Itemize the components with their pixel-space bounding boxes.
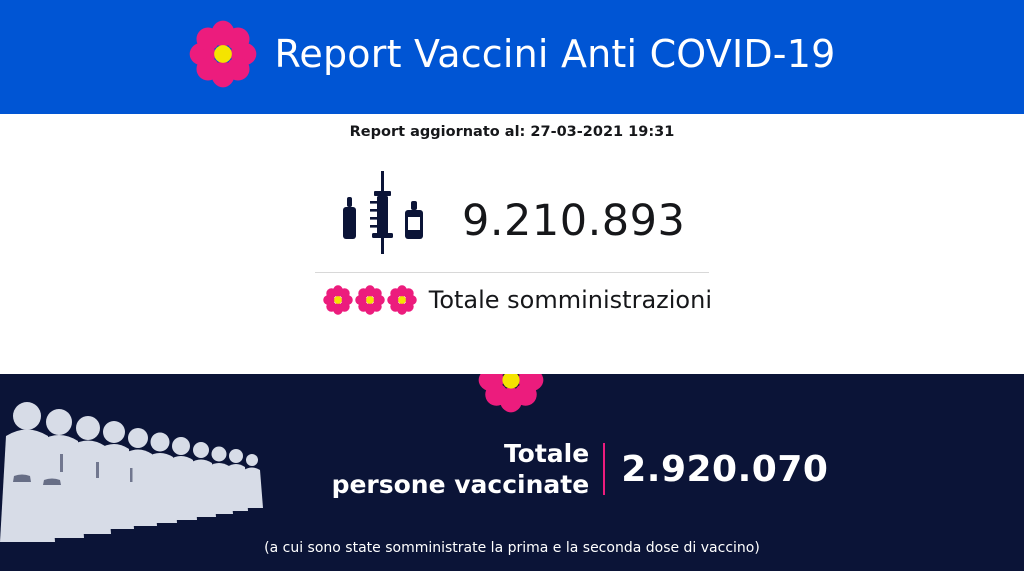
report-updated-text: Report aggiornato al: 27-03-2021 19:31 (349, 124, 675, 140)
total-administrations-label: Totale somministrazioni (428, 286, 712, 314)
total-administrations-row (312, 170, 712, 272)
total-vaccinated-row (300, 438, 860, 500)
flower-icon (478, 374, 544, 413)
flower-icon (189, 20, 257, 88)
total-vaccinated-label-line2: persone vaccinate (331, 470, 590, 499)
total-administrations-block (312, 170, 712, 327)
total-vaccinated-label (332, 438, 604, 500)
total-administrations-value: 9.210.893 (462, 196, 686, 246)
total-administrations-label-row (312, 273, 712, 327)
total-vaccinated-note: (a cui sono state somministrate la prima e la seconda dose di vaccino) (264, 540, 760, 556)
vaccinated-panel (0, 374, 1024, 571)
three-small-flowers-icon (312, 285, 429, 315)
page-title: Report Vaccini Anti COVID-19 (274, 32, 836, 76)
syringe-vial-icon (312, 171, 462, 271)
page-header (0, 0, 1024, 114)
crowd-of-people-icon (0, 384, 290, 564)
total-vaccinated-label-line1: Totale (503, 439, 590, 468)
total-vaccinated-value: 2.920.070 (621, 448, 829, 490)
header-content (189, 20, 836, 88)
